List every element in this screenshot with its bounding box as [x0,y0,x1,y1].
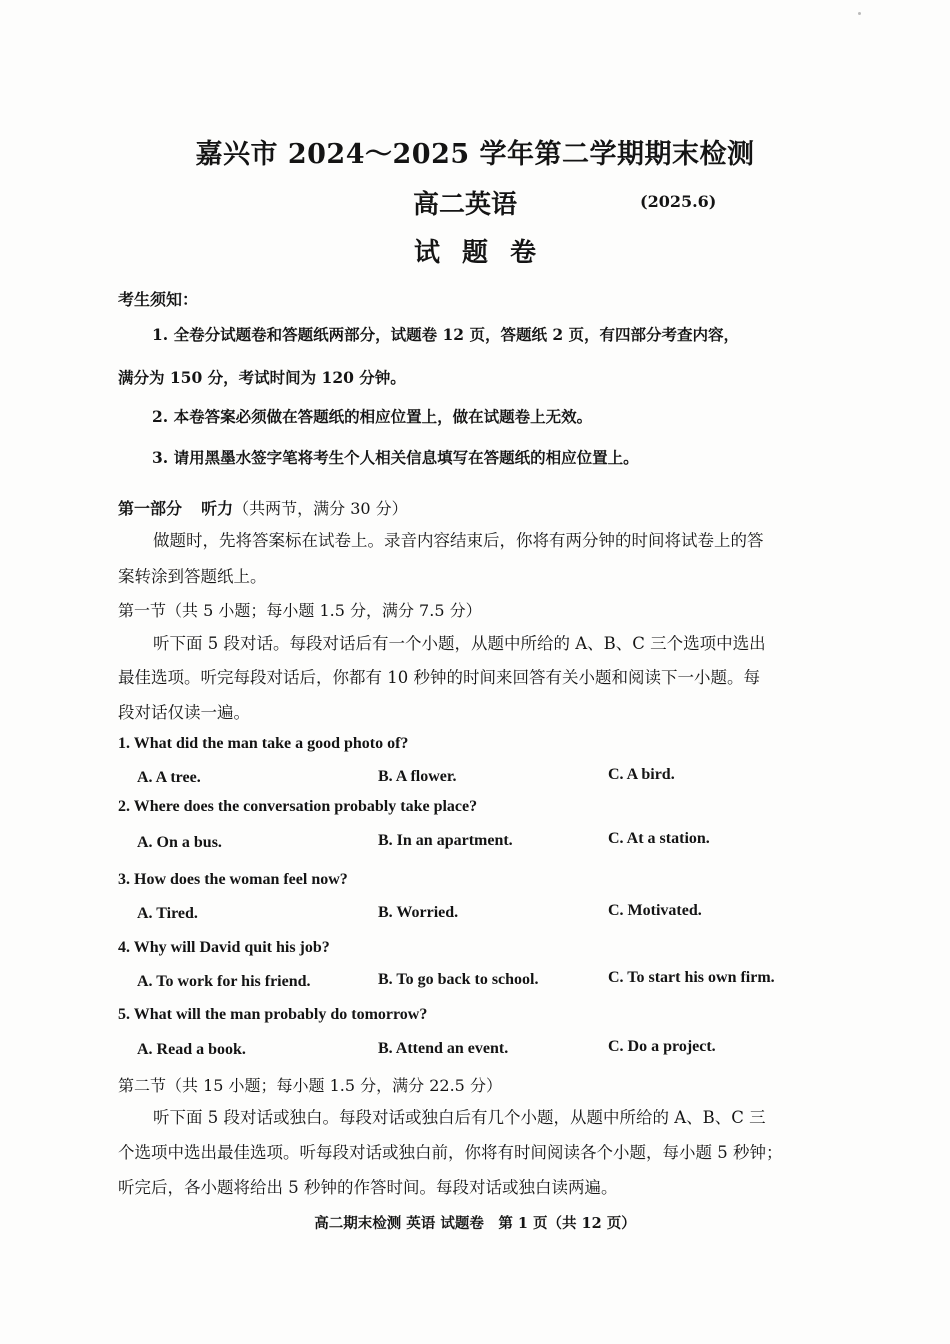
question-2-stem: 2. Where does the conversation probably take place? [118,798,478,815]
question-5-option-a: A. Read a book. [137,1041,246,1058]
notice-item-1-line-2: 满分为 150 分，考试时间为 120 分钟。 [118,368,406,387]
question-3-option-b: B. Worried. [378,904,459,921]
question-1-option-a: A. A tree. [137,769,201,786]
notice-heading: 考生须知： [118,290,199,309]
section-2-heading: 第二节（共 15 小题；每小题 1.5 分，满分 22.5 分） [118,1076,502,1095]
part-1-info: （共两节，满分 30 分） [233,499,408,518]
part-1-intro-line-1: 做题时，先将答案标在试卷上。录音内容结束后，你将有两分钟的时间将试卷上的答 [153,531,764,550]
section-1-heading: 第一节（共 5 小题；每小题 1.5 分，满分 7.5 分） [118,601,482,620]
question-1-option-b: B. A flower. [378,768,457,785]
question-3-option-a: A. Tired. [137,905,198,922]
question-4-option-a: A. To work for his friend. [137,973,311,990]
question-2-option-b: B. In an apartment. [378,832,513,849]
question-5-stem: 5. What will the man probably do tomorrow? [118,1006,428,1023]
section-2-intro-line-1: 听下面 5 段对话或独白。每段对话或独白后有几个小题，从题中所给的 A、B、C 三 [153,1108,766,1127]
question-3-option-c: C. Motivated. [608,902,702,919]
section-1-intro-line-1: 听下面 5 段对话。每段对话后有一个小题，从题中所给的 A、B、C 三个选项中选出 [153,634,766,653]
question-5-option-c: C. Do a project. [608,1038,716,1055]
section-1-intro-line-2: 最佳选项。听完每段对话后，你都有 10 秒钟的时间来回答有关小题和阅读下一小题。每 [118,668,760,687]
question-4-option-c: C. To start his own firm. [608,969,775,986]
exam-title: 嘉兴市 2024～2025 学年第二学期期末检测 [195,139,755,170]
document-type: 试题卷 [413,238,558,268]
question-1-option-c: C. A bird. [608,766,675,783]
exam-date: (2025.6) [640,192,717,211]
notice-item-2: 2. 本卷答案必须做在答题纸的相应位置上，做在试题卷上无效。 [152,407,593,426]
question-5-option-b: B. Attend an event. [378,1040,509,1057]
scan-speck [858,12,861,15]
part-1-label: 第一部分 [118,499,183,518]
exam-subject: 高二英语 [413,190,518,220]
question-2-option-a: A. On a bus. [137,834,222,851]
question-1-stem: 1. What did the man take a good photo of? [118,735,409,752]
question-4-stem: 4. Why will David quit his job? [118,939,330,956]
part-1-name: 听力 [201,499,234,518]
question-3-stem: 3. How does the woman feel now? [118,871,348,888]
section-2-intro-line-2: 个选项中选出最佳选项。听每段对话或独白前，你将有时间阅读各个小题，每小题 5 秒钟； [118,1143,783,1162]
question-2-option-c: C. At a station. [608,830,710,847]
section-1-intro-line-3: 段对话仅读一遍。 [118,703,250,722]
question-4-option-b: B. To go back to school. [378,971,539,988]
section-2-intro-line-3: 听完后，各小题将给出 5 秒钟的作答时间。每段对话或独白读两遍。 [118,1178,618,1197]
part-1-intro-line-2: 案转涂到答题纸上。 [118,567,267,586]
page-footer: 高二期末检测 英语 试题卷 第 1 页（共 12 页） [314,1215,636,1232]
part-1-heading [118,496,408,519]
notice-item-3: 3. 请用黑墨水签字笔将考生个人相关信息填写在答题纸的相应位置上。 [152,448,639,467]
notice-item-1-line-1: 1. 全卷分试题卷和答题纸两部分，试题卷 12 页，答题纸 2 页，有四部分考查内容， [152,325,740,344]
